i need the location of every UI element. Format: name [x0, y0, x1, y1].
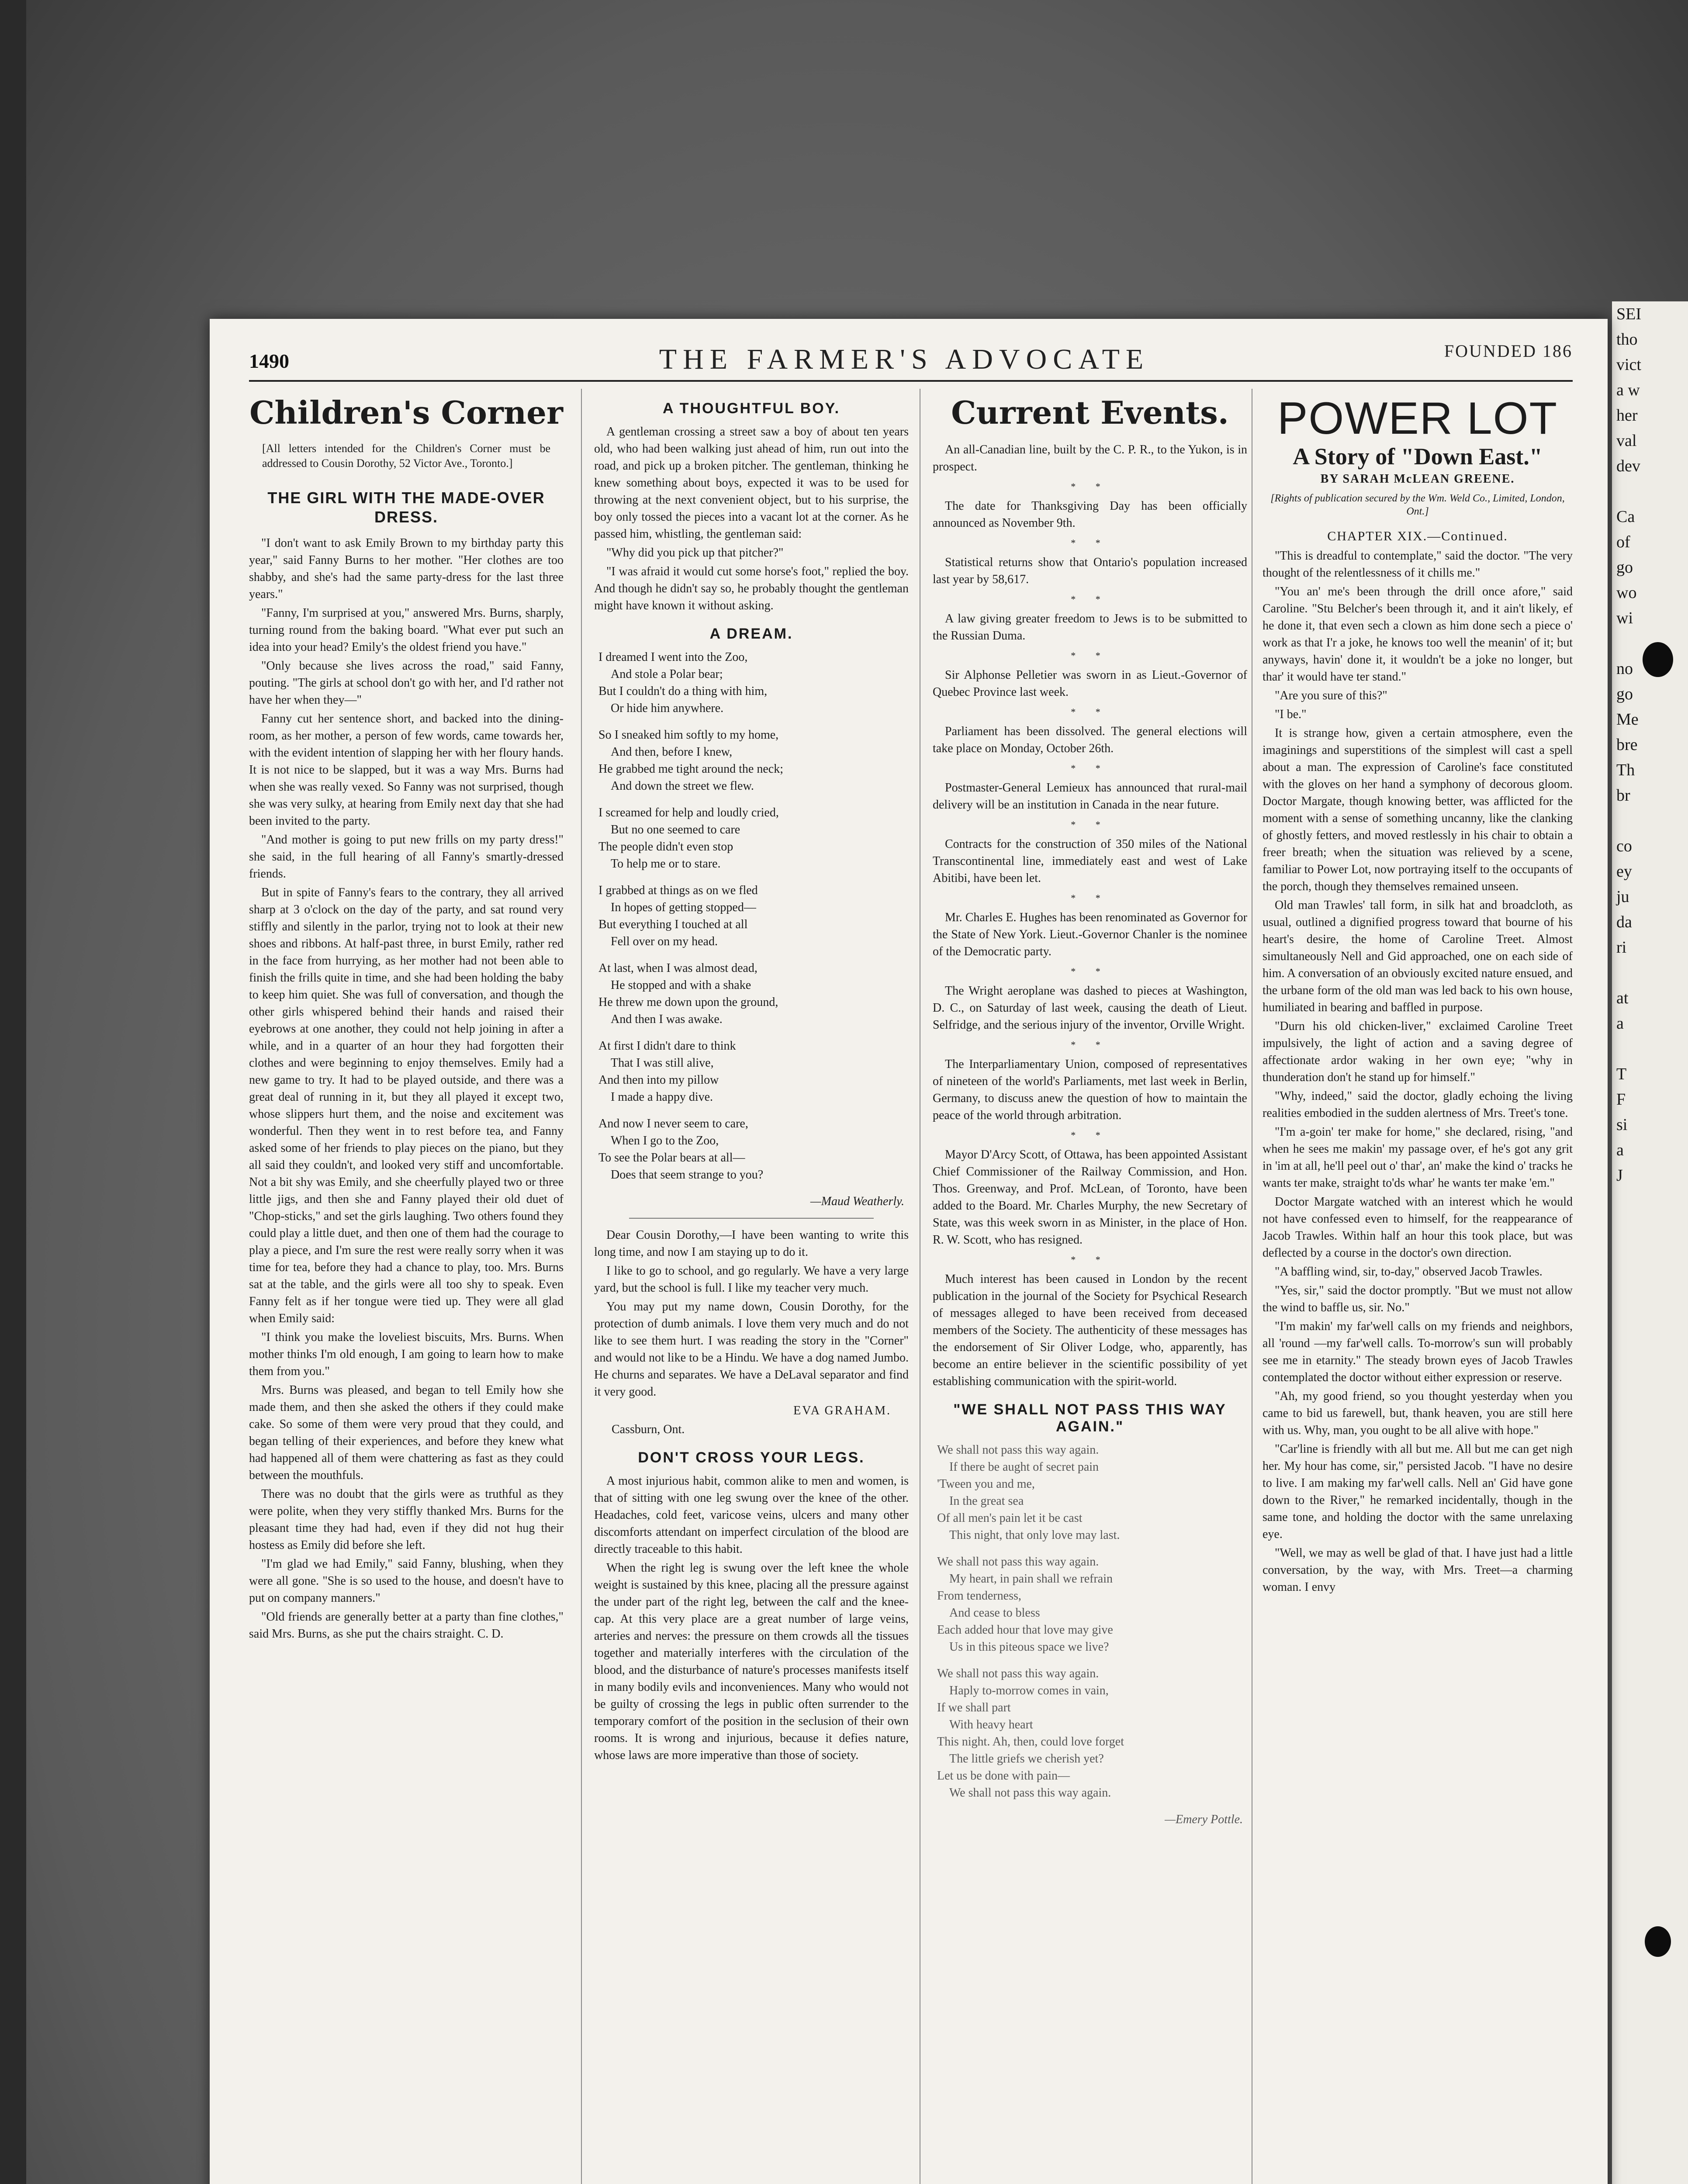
adjacent-page-fragment: dev	[1616, 457, 1640, 475]
story-paragraph: "Car'line is friendly with all but me. All but me can get nigh her. My hour has come, sir," persisted Jacob. "I have no desire to live. I am making my far'well calls. Nell an' Gid have gone down to the River," he remarked incidentally, though in the same tone, and holding the doctor with the same unrelaxing eye.	[1263, 1442, 1573, 1541]
scan-blot	[1643, 642, 1673, 677]
poem-line: When I go to the Zoo,	[611, 1134, 719, 1147]
poem-line: This night. Ah, then, could love forget	[937, 1735, 1124, 1749]
poem-line: At first I didn't dare to think	[598, 1039, 736, 1053]
poem-line: 'Tween you and me,	[937, 1477, 1035, 1491]
item-separator: * *	[1071, 763, 1109, 774]
chapter-heading: CHAPTER XIX.—Continued.	[1327, 529, 1508, 543]
column-childrens-corner	[249, 389, 564, 2184]
item-separator: * *	[1071, 892, 1109, 903]
masthead: THE FARMER'S ADVOCATE	[659, 343, 1150, 375]
poem-stanza	[937, 1441, 1247, 1544]
poem-stanza	[598, 649, 909, 717]
poem-line: And stole a Polar bear;	[611, 667, 723, 681]
item-separator: * *	[1071, 1039, 1109, 1050]
story-paragraph: "Old friends are generally better at a party than fine clothes," said Mrs. Burns, as she put the chairs straight. C. D.	[249, 1610, 564, 1641]
news-item: The date for Thanksgiving Day has been officially announced as November 9th.	[933, 499, 1247, 530]
power-lot-body	[1263, 547, 1573, 1596]
poem-stanza	[937, 1553, 1247, 1655]
poem-line: And then I was awake.	[611, 1013, 723, 1026]
power-lot-rights: [Rights of publication secured by the Wm. Weld Co., Limited, London, Ont.]	[1270, 493, 1565, 517]
adjacent-page-fragment	[1612, 808, 1688, 833]
dream-author: —Maud Weatherly.	[810, 1195, 904, 1208]
adjacent-page-fragment: ey	[1616, 862, 1632, 881]
page-number: 1490	[249, 350, 289, 372]
article-paragraph: A gentleman crossing a street saw a boy of about ten years old, who had been walking just ahead of him, run out into the road, and pick up a broken pitcher. The gentleman, thinking he knew something about boys, expected it was to be used for throwing at the next convenient object, but to his surprise, the boy only tossed the pieces into a vacant lot at the corner. As he passed him, whistling, the gentleman said:	[594, 425, 909, 541]
poem-line: In hopes of getting stopped—	[611, 901, 756, 914]
news-item: Postmaster-General Lemieux has announced that rural-mail delivery will be an institution in Canada in the near future.	[933, 781, 1247, 812]
adjacent-page-fragment: go	[1616, 685, 1633, 703]
dream-title: A DREAM.	[709, 625, 793, 642]
news-item: An all-Canadian line, built by the C. P. R., to the Yukon, is in prospect.	[933, 443, 1247, 473]
poem-line: I dreamed I went into the Zoo,	[598, 650, 748, 664]
poem-line: We shall not pass this way again.	[937, 1667, 1099, 1680]
story-paragraph: "Yes, sir," said the doctor promptly. "But we must not allow the wind to baffle us, sir. No."	[1263, 1284, 1573, 1314]
adjacent-page-fragment: of	[1616, 533, 1630, 551]
divider	[629, 1218, 874, 1219]
news-item: Much interest has been caused in London by the recent publication in the journal of the Society for Psychical Research of messages alleged to have been received from deceased members of the Society. The authenticity of these messages has the endorsement of Sir Oliver Lodge, who, apparently, has become an entire believer in the scientific possibility of yet establishing communication with the spirit-world.	[933, 1272, 1247, 1388]
poem-line: Fell over on my head.	[611, 935, 718, 948]
letter-paragraph: You may put my name down, Cousin Dorothy, for the protection of dumb animals. I love them very much and do not like to see them hurt. I was reading the story in the "Corner" and would not like to be a Hindu. We have a dog named Jumbo. He churns and separates. We have a DeLaval separator and find it very good.	[594, 1300, 909, 1399]
poem-line: But I couldn't do a thing with him,	[598, 684, 768, 698]
article-paragraph: "I was afraid it would cut some horse's foot," replied the boy. And though he didn't say so, he probably thought the gentleman might have known it without asking.	[594, 565, 909, 612]
item-separator: * *	[1071, 1254, 1109, 1265]
story-paragraph: "Only because she lives across the road," said Fanny, pouting. "The girls at school don't go with her, and I'd rather not have her when they—"	[249, 659, 564, 707]
story-paragraph: "Durn his old chicken-liver," exclaimed Caroline Treet impulsively, the light of action and a saving degree of affectionate ardor waking in her own eye; "why in thunderation don't he stand up for himself."	[1263, 1019, 1573, 1084]
story-paragraph: There was no doubt that the girls were as truthful as they were polite, when they very stiffly thanked Mrs. Burns for the pleasant time they had had, even if they did not hug their hostess as Emily did before she left.	[249, 1487, 564, 1552]
story-paragraph: It is strange how, given a certain atmosphere, even the imaginings and superstitions of the simplest will cast a spell about a man. The expression of Caroline's face constituted with the gloves on her hand a symphony of decorous gloom. Doctor Margate, though knowing better, was afflicted for the moment with a sense of something uncanny, like the clanking of ghostly fetters, and moved restlessly in his chair to obtain a freer breath; when the situation was relieved by a scene, familiar to Power Lot, now portraying itself to the occupants of the porch, though they themselves remained unseen.	[1263, 726, 1573, 893]
adjacent-page-fragment: no	[1616, 660, 1633, 678]
column-misc	[594, 389, 909, 2184]
childrens-corner-title: Children's Corner	[249, 394, 563, 431]
news-item: The Interparliamentary Union, composed of representatives of nineteen of the world's Parliaments, met last week in Berlin, Germany, to discuss anew the question of how to maintain the peace of the world through arbitration.	[933, 1057, 1247, 1122]
thoughtful-boy-body	[594, 423, 909, 614]
news-item: The Wright aeroplane was dashed to pieces at Washington, D. C., on Saturday of last week, causing the death of Lieut. Selfridge, and the serious injury of the inventor, Orville Wright.	[933, 984, 1247, 1032]
adjacent-page-fragment: T	[1616, 1065, 1627, 1083]
current-events-list	[933, 441, 1247, 1390]
poem-line: My heart, in pain shall we refrain	[949, 1572, 1113, 1586]
poem-line: We shall not pass this way again.	[937, 1555, 1099, 1569]
poem-line: If there be aught of secret pain	[949, 1460, 1099, 1474]
poem-line: Haply to-morrow comes in vain,	[949, 1684, 1109, 1697]
story-paragraph: Old man Trawles' tall form, in silk hat and broadcloth, as usual, outlined a dignified progress toward that bourne of his heart's desire, the home of Caroline Treet. Almost simultaneously Nell and Gid approached, one on each side of him. A conversation of an obviously excited nature ensued, and the urbane form of the old man was led back to his own house, humiliated in bearing and baffled in purpose.	[1263, 898, 1573, 1014]
adjacent-page-fragment: Me	[1616, 710, 1639, 729]
article-paragraph: A most injurious habit, common alike to men and women, is that of sitting with one leg swung over the knee of the other. Headaches, cold feet, varicose veins, ulcers and many other discomforts attendant on imperfect circulation of the blood are directly traceable to this habit.	[594, 1474, 909, 1556]
story-paragraph: "You an' me's been through the drill once afore," said Caroline. "Stu Belcher's been through it, and it ain't likely, ef he done it, that even sech a clown as him done sech a piece o' work as that I'r a joke, he knows too well the meanin' of it; but anyways, havin' done it, it wouldn't be a joke no longer, but thar' it would have ter stand."	[1263, 585, 1573, 684]
scan-edge	[0, 0, 26, 2184]
poem-line: From tenderness,	[937, 1589, 1021, 1603]
poem-line: So I sneaked him softly to my home,	[598, 728, 779, 742]
story-paragraph: "Fanny, I'm surprised at you," answered Mrs. Burns, sharply, turning round from the baking board. "What ever put such an idea into your head? Emily's the oldest friend you have."	[249, 606, 564, 654]
story-paragraph: "A baffling wind, sir, to-day," observed Jacob Trawles.	[1275, 1265, 1543, 1279]
poem-line: But no one seemed to care	[611, 823, 740, 836]
adjacent-page-fragment: tho	[1616, 330, 1638, 349]
letter-body	[594, 1227, 909, 1400]
adjacent-page-fragment: at	[1616, 989, 1629, 1007]
adjacent-page-fragment: F	[1616, 1090, 1626, 1109]
adjacent-page-fragment: ri	[1616, 938, 1627, 957]
story-paragraph: "I'm a-goin' ter make for home," she declared, rising, "and when he sees me makin' my passage over, ef he's got any grit in 'im at all, he'll peel out o' thar', an' make the kind o' tracks he wants ter make, straight to'ds whar' he wants ter make 'em."	[1263, 1125, 1573, 1190]
poem-line: Of all men's pain let it be cast	[937, 1511, 1083, 1525]
poem-line: In the great sea	[949, 1494, 1024, 1508]
news-item: A law giving greater freedom to Jews is to be submitted to the Russian Duma.	[933, 612, 1247, 643]
poem-stanza	[598, 1115, 909, 1183]
story-paragraph: Fanny cut her sentence short, and backed into the dining-room, as her mother, a person of few words, came towards her, with the evident intention of slapping her with her floury hands. It is not nice to be slapped, but it was a way Mrs. Burns had when she was really vexed. So Fanny was not surprised, though she was very sulky, at hearing from Emily next day that she had been invited to the party.	[249, 712, 564, 828]
power-lot-title: POWER LOT	[1277, 393, 1558, 444]
item-separator: * *	[1071, 537, 1109, 548]
story-paragraph: "I be."	[1275, 708, 1307, 721]
poem-line: He stopped and with a shake	[611, 978, 751, 992]
item-separator: * *	[1071, 966, 1109, 977]
adjacent-page-fragment: vict	[1616, 356, 1641, 374]
adjacent-page-fragment: a	[1616, 1141, 1624, 1159]
news-item: Parliament has been dissolved. The general elections will take place on Monday, October 26th.	[933, 725, 1247, 755]
story-title: THE GIRL WITH THE MADE-OVER DRESS.	[267, 489, 545, 526]
item-separator: * *	[1071, 594, 1109, 605]
poem-line: Or hide him anywhere.	[611, 702, 724, 715]
scan-blot	[1645, 1926, 1671, 1957]
adjacent-page-fragment: si	[1616, 1116, 1628, 1134]
poem-stanza	[598, 960, 909, 1028]
poem-line: And now I never seem to care,	[598, 1117, 748, 1130]
thoughtful-boy-title: A THOUGHTFUL BOY.	[662, 400, 841, 417]
dream-poem	[598, 649, 909, 1183]
poem-line: And then, before I knew,	[611, 745, 733, 759]
story-body	[249, 535, 564, 1642]
childrens-corner-note: [All letters intended for the Children's Corner must be addressed to Cousin Dorothy, 52 Victor Ave., Toronto.]	[262, 442, 550, 470]
founded-line: FOUNDED 186	[1444, 341, 1573, 361]
poem-line: If we shall part	[937, 1701, 1011, 1714]
item-separator: * *	[1071, 1130, 1109, 1140]
poem-line: To see the Polar bears at all—	[598, 1151, 745, 1165]
adjacent-page-fragment: ju	[1616, 888, 1629, 906]
article-paragraph: "Why did you pick up that pitcher?"	[606, 546, 784, 560]
shall-not-pass-author: —Emery Pottle.	[1165, 1813, 1243, 1826]
adjacent-page-fragment: wo	[1616, 584, 1637, 602]
item-separator: * *	[1071, 650, 1109, 661]
poem-line: To help me or to stare.	[611, 857, 721, 871]
shall-not-pass-title: "WE SHALL NOT PASS THIS WAY AGAIN."	[953, 1401, 1227, 1435]
power-lot-subtitle: A Story of "Down East."	[1293, 443, 1543, 470]
letter-paragraph: Dear Cousin Dorothy,—I have been wanting to write this long time, and now I am staying up to do it.	[594, 1228, 909, 1259]
column-rule	[581, 389, 582, 2184]
poem-line: But everything I touched at all	[598, 918, 748, 931]
poem-line: That I was still alive,	[611, 1056, 714, 1070]
story-paragraph: "This is dreadful to contemplate," said the doctor. "The very thought of the relentlessness of it chills me."	[1263, 549, 1573, 580]
poem-line: And down the street we flew.	[611, 779, 754, 793]
poem-line: At last, when I was almost dead,	[598, 961, 758, 975]
adjacent-page-fragment: val	[1616, 432, 1637, 450]
story-paragraph: "Ah, my good friend, so you thought yesterday when you came to bid us farewell, but, thank heaven, you are still here with us. Why, man, you ought to be all alive with hope."	[1263, 1389, 1573, 1437]
story-paragraph: "Why, indeed," said the doctor, gladly echoing the living realities embodied in the sudden alertness of Mrs. Treet's tone.	[1263, 1089, 1573, 1120]
adjacent-page-fragment	[1612, 1036, 1688, 1061]
poem-line: He threw me down upon the ground,	[598, 995, 778, 1009]
letter-signature: EVA GRAHAM.	[793, 1404, 891, 1417]
story-paragraph: "Well, we may as well be glad of that. I have just had a little conversation, by the way, with Mrs. Treet—a charming woman. I envy	[1263, 1546, 1573, 1594]
poem-line: The people didn't even stop	[598, 840, 733, 854]
story-paragraph: "I'm makin' my far'well calls on my friends and neighbors, all 'round —my far'well calls. To-morrow's sun will probably see me in etarnity." The steady brown eyes of Jacob Trawles contemplated the doctor without either expression or reserve.	[1263, 1320, 1573, 1384]
adjacent-page-fragment: go	[1616, 558, 1633, 577]
poem-line: I made a happy dive.	[611, 1090, 713, 1104]
dont-cross-title: DON'T CROSS YOUR LEGS.	[638, 1449, 865, 1466]
current-events-title: Current Events.	[951, 394, 1229, 431]
adjacent-page-fragment	[1612, 960, 1688, 985]
poem-line: I screamed for help and loudly cried,	[598, 806, 779, 819]
story-paragraph: "I'm glad we had Emily," said Fanny, blushing, when they were all gone. "She is so used to the house, and doesn't have to put on company manners."	[249, 1557, 564, 1605]
adjacent-page-fragment: her	[1616, 406, 1638, 425]
item-separator: * *	[1071, 481, 1109, 492]
letter-paragraph: I like to go to school, and go regularly. We have a very large yard, but the school is full. I like my teacher very much.	[594, 1264, 909, 1295]
column-power-lot	[1263, 389, 1573, 2184]
adjacent-page-fragment: bre	[1616, 736, 1638, 754]
article-paragraph: When the right leg is swung over the left knee the whole weight is sustained by this knee, placing all the pressure against the under part of the right leg, between the calf and the knee-cap. At this very place are a great number of large veins, arteries and nerves: the pressure on them crowds all the tissues together and materially interferes with the circulation of the blood, and the disturbance of nature's processes manifests itself in many bodily evils and inconveniences. Many who would not be guilty of crossing the legs in public often surrender to the temporary comfort of the position in the seclusion of their own rooms. It is wrong and injurious, because it defies nature, whose laws are more imperative than those of society.	[594, 1561, 909, 1762]
adjacent-page-fragment: a w	[1616, 381, 1640, 399]
story-paragraph: "And mother is going to put new frills on my party dress!" she said, in the full hearing of all Fanny's smartly-dressed friends.	[249, 833, 564, 881]
poem-line: The little griefs we cherish yet?	[949, 1752, 1104, 1766]
poem-stanza	[598, 804, 909, 872]
adjacent-page-fragment: da	[1616, 913, 1632, 931]
news-item: Mayor D'Arcy Scott, of Ottawa, has been appointed Assistant Chief Commissioner of the Railway Commission, and Hon. Thos. Greenway, and Prof. McLean, of Toronto, have been added to the Board. Mr. Charles Murphy, the new Secretary of State, was this week sworn in as Minister, in the place of Hon. R. W. Scott, who has resigned.	[933, 1148, 1247, 1247]
adjacent-page-edge	[1612, 301, 1688, 2184]
adjacent-page-fragment: Ca	[1616, 508, 1635, 526]
news-item: Contracts for the construction of 350 miles of the National Transcontinental line, immediately east and west of Lake Abitibi, have been let.	[933, 837, 1247, 885]
poem-line: Us in this piteous space we live?	[949, 1640, 1109, 1654]
poem-line: Let us be done with pain—	[937, 1769, 1070, 1783]
newspaper-page	[210, 319, 1608, 2184]
poem-stanza	[598, 726, 909, 795]
news-item: Statistical returns show that Ontario's population increased last year by 58,617.	[933, 556, 1247, 586]
adjacent-page-fragment: wi	[1616, 609, 1633, 627]
story-paragraph: Mrs. Burns was pleased, and began to tell Emily how she made them, and then she asked the others if they could make cake. So some of them were very proud that they could, and began telling of their experiences, and before they knew what had happened all of them were chattering as fast as they could between the mouthfuls.	[249, 1383, 564, 1482]
poem-line: And cease to bless	[949, 1606, 1040, 1620]
poem-line: He grabbed me tight around the neck;	[598, 762, 783, 776]
item-separator: * *	[1071, 819, 1109, 830]
story-paragraph: "I think you make the loveliest biscuits, Mrs. Burns. When mother thinks I'm old enough, I am going to learn how to make them from you."	[249, 1330, 564, 1378]
adjacent-page-fragment: SEI	[1616, 305, 1641, 323]
adjacent-page-fragment: J	[1616, 1166, 1623, 1185]
poem-line: This night, that only love may last.	[949, 1528, 1120, 1542]
adjacent-page-fragment: Th	[1616, 761, 1635, 779]
news-item: Sir Alphonse Pelletier was sworn in as Lieut.-Governor of Quebec Province last week.	[933, 668, 1247, 699]
item-separator: * *	[1071, 706, 1109, 717]
poem-line: I grabbed at things as on we fled	[598, 884, 758, 897]
adjacent-page-fragment: co	[1616, 837, 1632, 855]
poem-stanza	[598, 1037, 909, 1106]
story-paragraph: "I don't want to ask Emily Brown to my birthday party this year," said Fanny Burns to her mother. "Her clothes are too shabby, and she's had the same party-dress for the last three years."	[249, 536, 564, 601]
poem-line: We shall not pass this way again.	[949, 1786, 1111, 1800]
news-item: Mr. Charles E. Hughes has been renominated as Governor for the State of New York. Lieut.-Governor Chanler is the nominee of the Democratic party.	[933, 911, 1247, 958]
adjacent-page-fragment	[1612, 479, 1688, 504]
page-header	[249, 332, 1573, 382]
poem-stanza	[598, 882, 909, 950]
adjacent-page-fragment: br	[1616, 786, 1630, 805]
story-paragraph: But in spite of Fanny's fears to the contrary, they all arrived sharp at 3 o'clock on the day of the party, and sat round very stiffly and silently in the parlor, trying not to look at their new shoes and ribbons. At half-past three, in burst Emily, rather red in the face from hurrying, as her mother had not been able to finish the frills quite in time, and she had been holding the baby to keep him quiet. She was full of conversation, and though the other girls whispered behind their hands and raised their eyebrows at one another, they could not help joining in after a while, and in a quarter of an hour they had forgotten their clothes and were beginning to enjoy themselves. Emily had a new game to try. It had to be played outside, and there was a great deal of running in it, but they all played it except two, whose slippers hurt them, and the noise and excitement was wonderful. Then they went in to rest before tea, and Fanny asked some of her friends to play pieces on the piano, but they all said they couldn't, and looked very stiff and uncomfortable. Not a bit shy was Emily, and she cheerfully played two or three little jigs, and then she and Fanny played their old duet of "Chop-sticks," and set the girls laughing. Two others found they could play a little duet, and then one of them had the courage to play a piece, and I'm sure the rest were really sorry when it was time for tea, before they had a chance to play, too. Mrs. Burns sat at the table, and the girls were all too shy to speak. Even Fanny felt as if her tongue were tied up. They were all glad when Emily said:	[249, 886, 564, 1325]
poem-stanza	[937, 1665, 1247, 1801]
power-lot-byline: BY SARAH McLEAN GREENE.	[1320, 472, 1515, 486]
poem-line: With heavy heart	[949, 1718, 1033, 1731]
poem-line: We shall not pass this way again.	[937, 1443, 1099, 1457]
shall-not-pass-poem	[937, 1441, 1247, 1801]
column-current-events	[933, 389, 1247, 2184]
story-paragraph: "Are you sure of this?"	[1275, 689, 1387, 702]
poem-line: Each added hour that love may give	[937, 1623, 1113, 1637]
dont-cross-body	[594, 1472, 909, 1764]
adjacent-page-fragment: a	[1616, 1014, 1624, 1033]
poem-line: Does that seem strange to you?	[611, 1168, 764, 1182]
story-paragraph: Doctor Margate watched with an interest which he would not have confessed even to himself, for the reappearance of Jacob Trawles. Within half an hour this took place, but was deflected by a course in the doctor's own direction.	[1263, 1195, 1573, 1260]
letter-place: Cassburn, Ont.	[612, 1423, 685, 1436]
poem-line: And then into my pillow	[598, 1073, 719, 1087]
